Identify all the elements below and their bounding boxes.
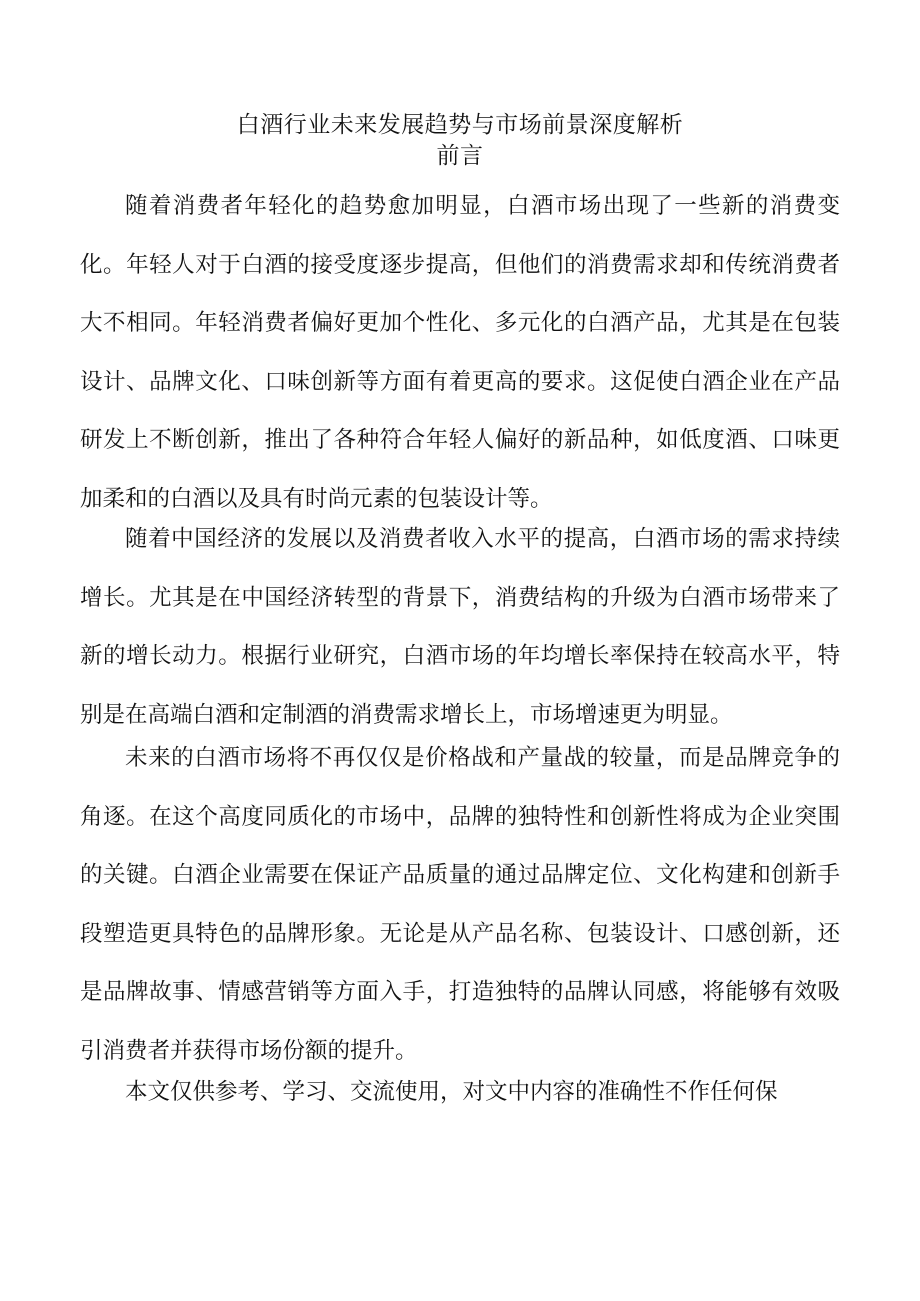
paragraph-2: 随着中国经济的发展以及消费者收入水平的提高，白酒市场的需求持续增长。尤其是在中国经济转型的背景下，消费结构的升级为白酒市场带来了新的增长动力。根据行业研究，白酒市场的年均增长率保持在较高水平，特别是在高端白酒和定制酒的消费需求增长上，市场增速更为明显。 — [80, 526, 840, 728]
paragraph-1: 随着消费者年轻化的趋势愈加明显，白酒市场出现了一些新的消费变化。年轻人对于白酒的接受度逐步提高，但他们的消费需求却和传统消费者大不相同。年轻消费者偏好更加个性化、多元化的白酒产品，尤其是在包装设计、品牌文化、口味创新等方面有着更高的要求。这促使白酒企业在产品研发上不断创新，推出了各种符合年轻人偏好的新品种，如低度酒、口味更加柔和的白酒以及具有时尚元素的包装设计等。 — [80, 193, 840, 512]
document-title: 白酒行业未来发展趋势与市场前景深度解析 — [236, 112, 684, 138]
paragraph-3: 未来的白酒市场将不再仅仅是价格战和产量战的较量，而是品牌竞争的角逐。在这个高度同质化的市场中，品牌的独特性和创新性将成为企业突围的关键。白酒企业需要在保证产品质量的通过品牌定位、文化构建和创新手段塑造更具特色的品牌形象。无论是从产品名称、包装设计、口感创新，还是品牌故事、情感营销等方面入手，打造独特的品牌认同感，将能够有效吸引消费者并获得市场份额的提升。 — [80, 745, 840, 1064]
document-subtitle: 前言 — [436, 143, 484, 169]
paragraph-4: 本文仅供参考、学习、交流使用，对文中内容的准确性不作任何保 — [125, 1079, 778, 1105]
